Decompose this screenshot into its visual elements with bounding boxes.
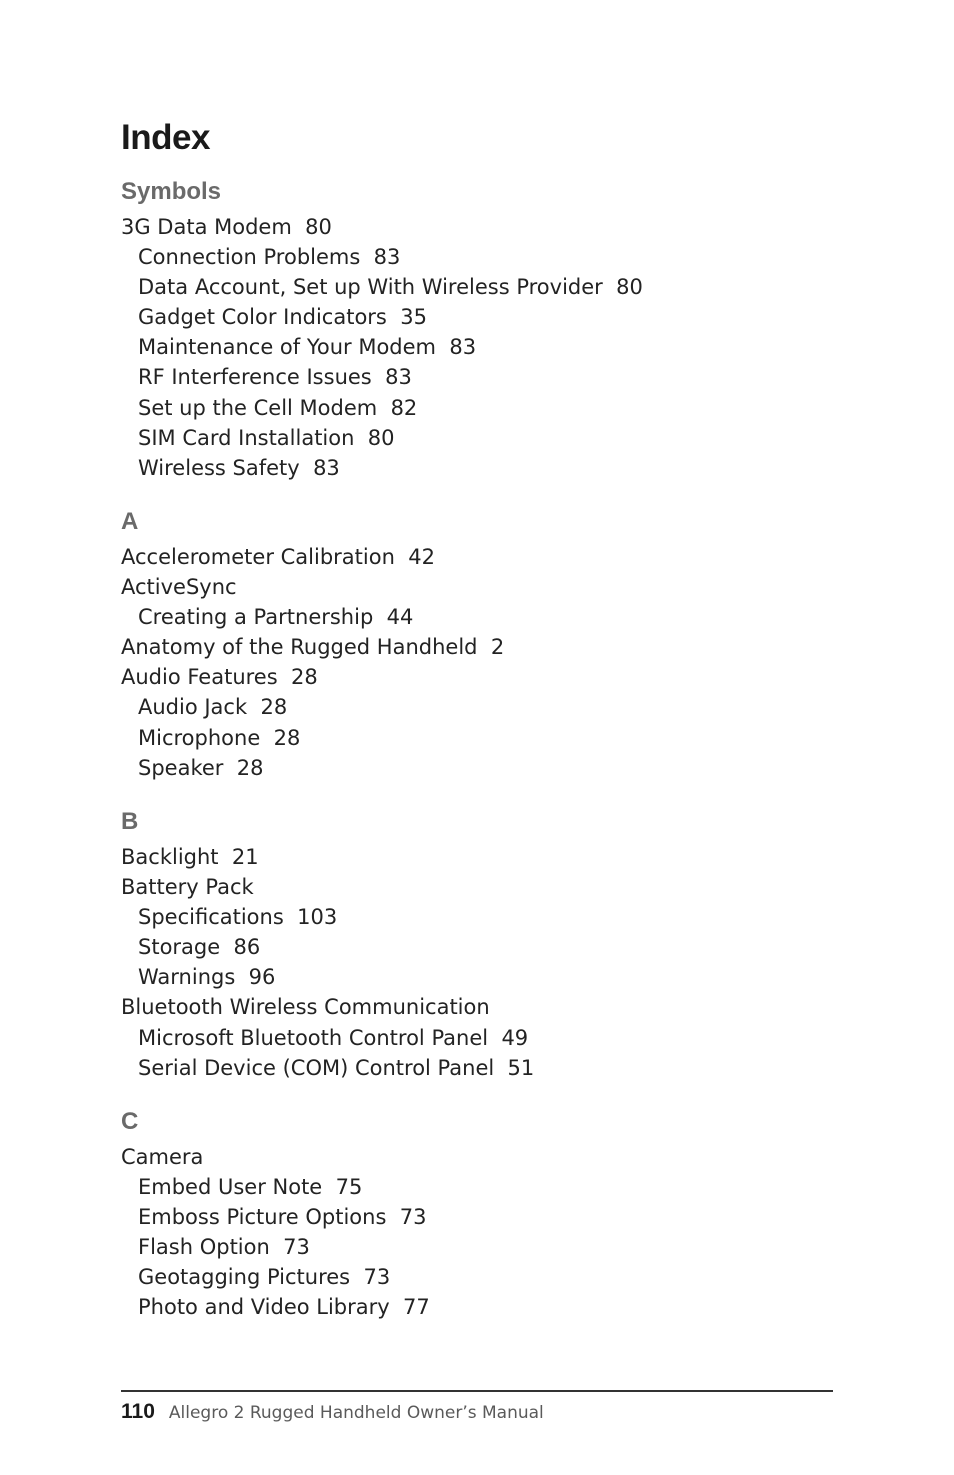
index-subentry: Emboss Picture Options 73 — [138, 1205, 427, 1230]
index-subentry: Specifications 103 — [138, 905, 338, 930]
index-subentry: Geotagging Pictures 73 — [138, 1265, 391, 1290]
index-entry: 3G Data Modem 80 — [121, 215, 332, 239]
index-subentry: Gadget Color Indicators 35 — [138, 305, 427, 330]
index-entry: Camera — [121, 1145, 204, 1169]
index-subentry: Microsoft Bluetooth Control Panel 49 — [138, 1025, 529, 1050]
index-subentry: Photo and Video Library 77 — [138, 1295, 430, 1320]
index-entry: Accelerometer Calibration 42 — [121, 545, 435, 569]
index-entry-list — [121, 212, 643, 483]
index-subentry: Set up the Cell Modem 82 — [138, 395, 418, 420]
index-subentry: SIM Card Installation 80 — [138, 425, 395, 450]
section-heading: Symbols — [121, 178, 222, 205]
index-entry-list — [121, 542, 504, 783]
index-subentry: Creating a Partnership 44 — [138, 605, 414, 630]
page-footer — [121, 1397, 544, 1427]
index-subentry: Data Account, Set up With Wireless Provider 80 — [138, 275, 643, 300]
footer-divider — [121, 1390, 833, 1392]
index-subentry: Microphone 28 — [138, 725, 301, 750]
index-section-c — [121, 1104, 430, 1323]
index-entry: Bluetooth Wireless Communication — [121, 995, 490, 1020]
index-subentry: Embed User Note 75 — [138, 1175, 363, 1200]
index-section-a — [121, 504, 504, 783]
manual-title: Allegro 2 Rugged Handheld Owner’s Manual — [168, 1403, 544, 1423]
index-subentry: Maintenance of Your Modem 83 — [138, 335, 477, 360]
index-entry-list — [121, 1142, 430, 1323]
index-subentry: Wireless Safety 83 — [138, 455, 340, 480]
index-subentry: RF Interference Issues 83 — [138, 365, 412, 390]
index-entry: Audio Features 28 — [121, 665, 318, 690]
index-subentry: Serial Device (COM) Control Panel 51 — [138, 1055, 535, 1080]
index-subentry: Audio Jack 28 — [138, 695, 288, 720]
index-entry: Anatomy of the Rugged Handheld 2 — [121, 635, 505, 660]
section-heading: B — [121, 808, 139, 835]
page-title: Index — [121, 118, 210, 157]
index-subentry: Storage 86 — [138, 935, 261, 960]
index-entry: Battery Pack — [121, 875, 254, 900]
index-entry-list — [121, 842, 534, 1083]
index-subentry: Speaker 28 — [138, 755, 264, 780]
index-subentry: Connection Problems 83 — [138, 245, 401, 270]
index-entry: Backlight 21 — [121, 845, 259, 869]
section-heading: C — [121, 1108, 139, 1135]
index-subentry: Flash Option 73 — [138, 1235, 310, 1260]
index-section-b — [121, 804, 534, 1083]
index-entry: ActiveSync — [121, 575, 237, 600]
section-heading: A — [121, 508, 139, 535]
index-subentry: Warnings 96 — [138, 965, 276, 990]
page-number: 110 — [121, 1400, 155, 1423]
index-section-symbols — [121, 174, 643, 483]
